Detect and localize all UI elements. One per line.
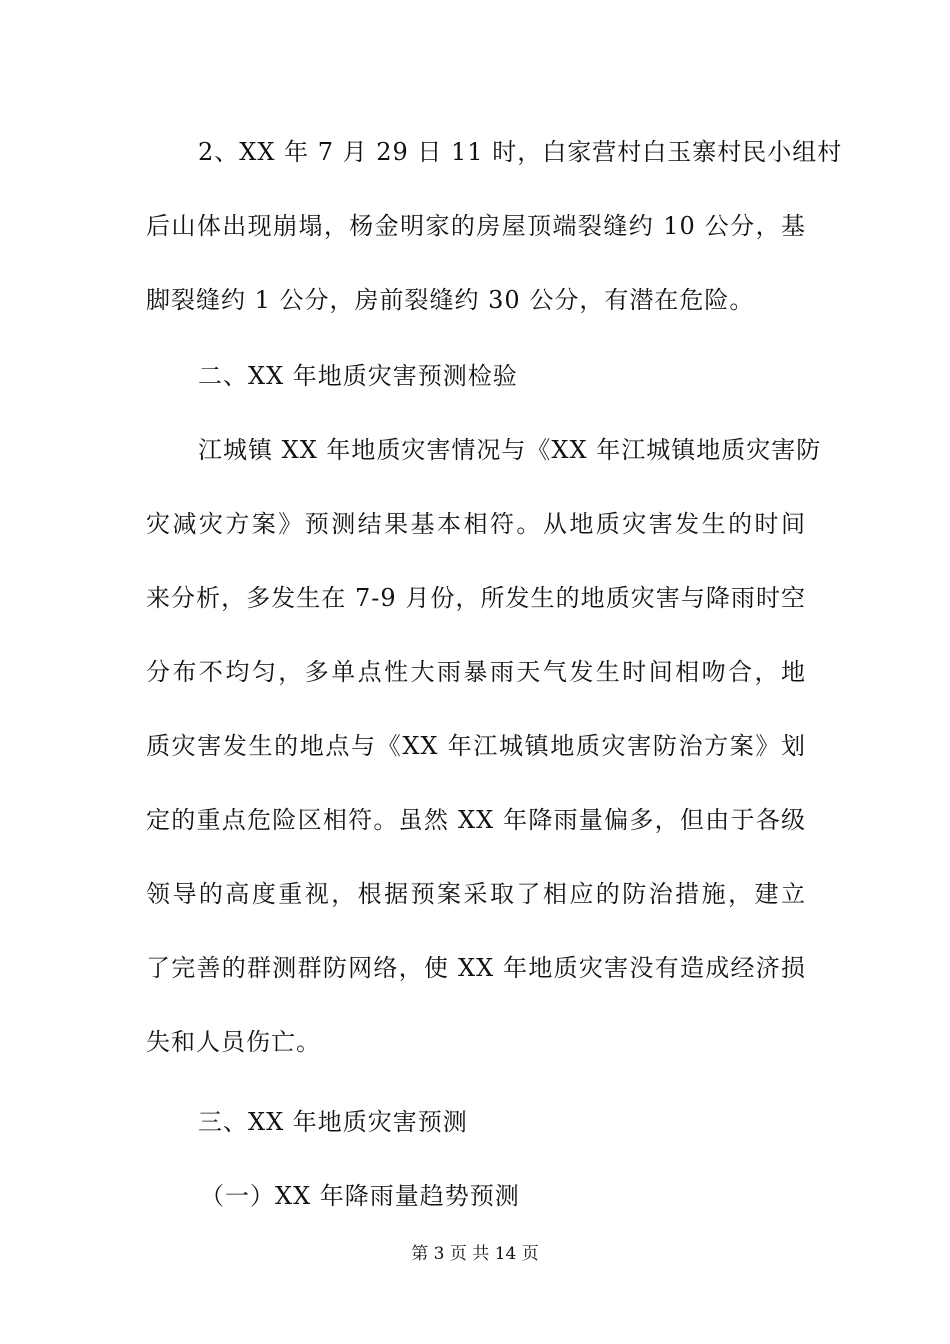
paragraph-line: 来分析，多发生在 7-9 月份，所发生的地质灾害与降雨时空 <box>146 584 806 612</box>
paragraph-line: 定的重点危险区相符。虽然 XX 年降雨量偏多，但由于各级 <box>146 806 806 834</box>
paragraph-line: 2、XX 年 7 月 29 日 11 时，白家营村白玉寨村民小组村 <box>198 138 843 166</box>
paragraph-line: 后山体出现崩塌，杨金明家的房屋顶端裂缝约 10 公分，基 <box>146 212 806 240</box>
paragraph-line: 脚裂缝约 1 公分，房前裂缝约 30 公分，有潜在危险。 <box>146 286 755 314</box>
paragraph-line: 了完善的群测群防网络，使 XX 年地质灾害没有造成经济损 <box>146 954 806 982</box>
subsection-heading: （一）XX 年降雨量趋势预测 <box>200 1182 520 1210</box>
page-number-footer: 第 3 页 共 14 页 <box>411 1244 539 1264</box>
paragraph-line: 失和人员伤亡。 <box>146 1028 321 1056</box>
paragraph-line: 领导的高度重视，根据预案采取了相应的防治措施，建立 <box>146 880 806 908</box>
section-heading: 二、XX 年地质灾害预测检验 <box>198 362 518 390</box>
paragraph-line: 灾减灾方案》预测结果基本相符。从地质灾害发生的时间 <box>146 510 806 538</box>
paragraph-line: 分布不均匀，多单点性大雨暴雨天气发生时间相吻合，地 <box>146 658 806 686</box>
section-heading: 三、XX 年地质灾害预测 <box>198 1108 468 1136</box>
paragraph-line: 质灾害发生的地点与《XX 年江城镇地质灾害防治方案》划 <box>146 732 806 760</box>
paragraph-line: 江城镇 XX 年地质灾害情况与《XX 年江城镇地质灾害防 <box>198 436 822 464</box>
